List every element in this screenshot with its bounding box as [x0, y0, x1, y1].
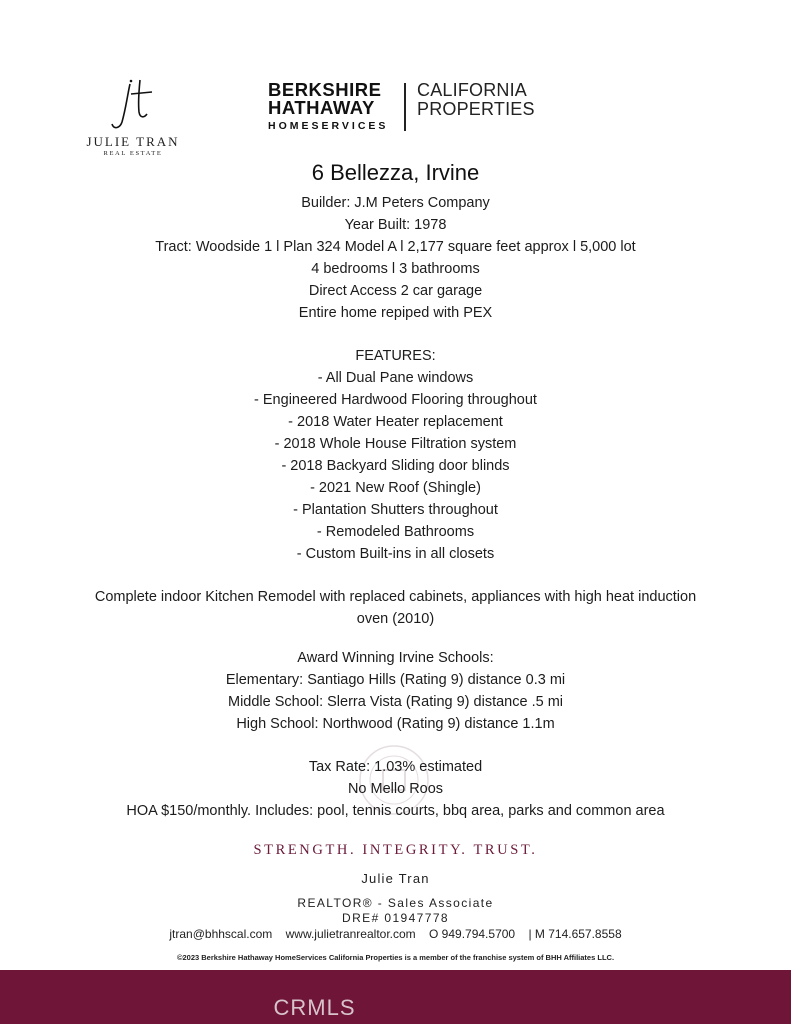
tax-rate: Tax Rate: 1.03% estimated — [308, 759, 483, 775]
feature-item: - Plantation Shutters throughout — [293, 502, 498, 518]
julie-tran-monogram-logo — [100, 78, 164, 134]
bhhs-region-line1: CALIFORNIA — [417, 80, 528, 100]
agent-title: REALTOR® - Sales Associate — [297, 896, 494, 910]
feature-item: - Custom Built-ins in all closets — [296, 546, 495, 562]
kitchen-line: oven (2010) — [356, 611, 435, 627]
feature-item: - 2021 New Roof (Shingle) — [310, 480, 481, 496]
agent-dre: DRE# 01947778 — [342, 911, 449, 925]
office-phone: O 949.794.5700 — [429, 927, 516, 941]
brand-tagline: STRENGTH. INTEGRITY. TRUST. — [253, 842, 538, 858]
hoa-info: HOA $150/monthly. Includes: pool, tennis courts, bbq area, parks and common area — [126, 803, 665, 819]
listing-title: 6 Bellezza, Irvine — [311, 160, 480, 185]
detail-tract: Tract: Woodside 1 l Plan 324 Model A l 2,177 square feet approx l 5,000 lot — [155, 239, 636, 255]
bhhs-logo-line2: HATHAWAY — [268, 97, 375, 118]
detail-year: Year Built: 1978 — [344, 217, 447, 233]
school-middle: Middle School: Slerra Vista (Rating 9) distance .5 mi — [228, 694, 563, 710]
bhhs-region-line2: PROPERTIES — [417, 99, 535, 119]
agent-name: Julie Tran — [361, 871, 430, 886]
mello-roos: No Mello Roos — [347, 781, 444, 797]
feature-item: - Remodeled Bathrooms — [316, 524, 475, 540]
detail-builder: Builder: J.M Peters Company — [301, 195, 490, 211]
feature-item: - 2018 Backyard Sliding door blinds — [281, 458, 510, 474]
school-high: High School: Northwood (Rating 9) distance 1.1m — [236, 716, 555, 732]
schools-heading: Award Winning Irvine Schools: — [297, 650, 494, 666]
detail-garage: Direct Access 2 car garage — [308, 283, 483, 299]
kitchen-line: Complete indoor Kitchen Remodel with replaced cabinets, appliances with high heat induction — [94, 589, 697, 605]
detail-rooms: 4 bedrooms l 3 bathrooms — [311, 261, 480, 277]
bhhs-logo-line1: BERKSHIRE — [268, 79, 382, 100]
school-elementary: Elementary: Santiago Hills (Rating 9) distance 0.3 mi — [225, 672, 566, 688]
feature-item: - Engineered Hardwood Flooring throughout — [254, 392, 537, 408]
footer-bar-text: CRMLS — [273, 995, 356, 1020]
copyright-notice: ©2023 Berkshire Hathaway HomeServices California Properties is a member of the franchise system of BHH Affiliates LLC. — [176, 953, 615, 962]
agent-website-link[interactable]: www.julietranrealtor.com — [285, 927, 416, 941]
feature-item: - 2018 Water Heater replacement — [288, 414, 503, 430]
logo-divider — [404, 83, 406, 131]
logo-subtitle: REAL ESTATE — [103, 150, 163, 157]
feature-item: - All Dual Pane windows — [317, 370, 474, 386]
contact-row — [0, 927, 791, 941]
features-heading: FEATURES: — [355, 348, 436, 364]
bhhs-logo-line3: HOMESERVICES — [268, 120, 389, 132]
detail-repipe: Entire home repiped with PEX — [298, 305, 493, 321]
mobile-phone: | M 714.657.8558 — [528, 927, 622, 941]
feature-item: - 2018 Whole House Filtration system — [274, 436, 517, 452]
logo-name: JULIE TRAN — [86, 134, 180, 149]
agent-email-link[interactable]: jtran@bhhscal.com — [169, 927, 273, 941]
